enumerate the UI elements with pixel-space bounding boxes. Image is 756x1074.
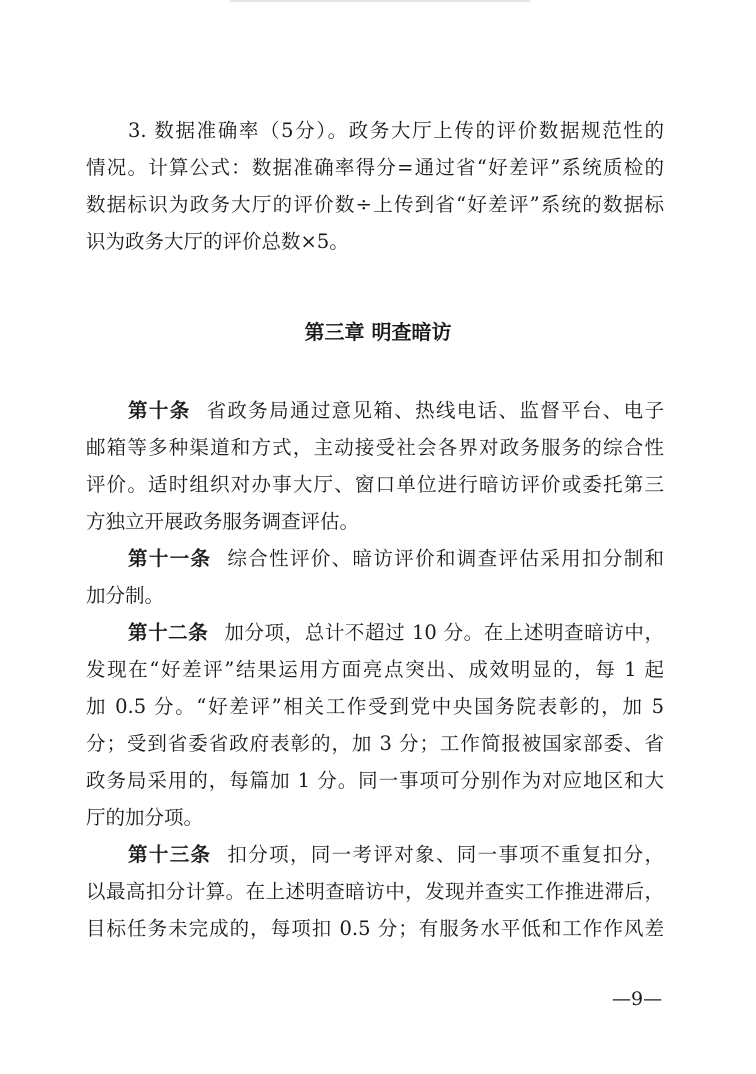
text-line xyxy=(86,873,664,910)
line-text: 加分制。 xyxy=(86,584,165,607)
text-line xyxy=(86,149,664,186)
text-line xyxy=(86,762,664,799)
article-11 xyxy=(86,540,664,614)
text-line xyxy=(86,223,664,260)
text-line xyxy=(86,799,664,836)
text-line xyxy=(86,910,664,947)
text-line xyxy=(86,429,664,466)
text-line xyxy=(86,466,664,503)
line-text: 加 0.5 分。“好差评”相关工作受到党中央国务院表彰的，加 5 xyxy=(86,695,664,718)
article-number: 第十三条 xyxy=(128,843,212,866)
line-text: 分；受到省委省政府表彰的，加 3 分；工作简报被国家部委、省 xyxy=(86,732,664,755)
line-text: 以最高扣分计算。在上述明查暗访中，发现并查实工作推进滞后， xyxy=(86,880,664,903)
line-text: 邮箱等多种渠道和方式，主动接受社会各界对政务服务的综合性 xyxy=(86,436,664,459)
text-line xyxy=(86,614,664,651)
line-text: 政务局采用的，每篇加 1 分。同一事项可分别作为对应地区和大 xyxy=(86,769,664,792)
article-number: 第十一条 xyxy=(128,547,212,570)
line-text: 综合性评价、暗访评价和调查评估采用扣分制和 xyxy=(227,547,664,570)
text-line xyxy=(86,540,664,577)
page-number: —9— xyxy=(612,988,663,1010)
article-number: 第十条 xyxy=(128,399,191,422)
text-line xyxy=(86,725,664,762)
text-line xyxy=(86,651,664,688)
text-line xyxy=(86,577,664,614)
text-line xyxy=(86,186,664,223)
text-line xyxy=(86,112,664,149)
line-text: 目标任务未完成的，每项扣 0.5 分；有服务水平低和工作作风差 xyxy=(86,917,664,940)
line-text: 识为政务大厅的评价总数×5。 xyxy=(86,230,349,253)
chapter-heading: 第三章 明查暗访 xyxy=(304,320,452,344)
article-number: 第十二条 xyxy=(128,621,209,644)
text-line xyxy=(86,503,664,540)
line-text: 数据标识为政务大厅的评价数÷上传到省“好差评”系统的数据标 xyxy=(86,193,664,216)
line-text: 厅的加分项。 xyxy=(86,806,204,829)
article-12 xyxy=(86,614,664,836)
line-text: 情况。计算公式：数据准确率得分=通过省“好差评”系统质检的 xyxy=(86,156,664,179)
text-line xyxy=(86,836,664,873)
line-text: 评价。适时组织对办事大厅、窗口单位进行暗访评价或委托第三 xyxy=(86,473,664,496)
text-line xyxy=(86,688,664,725)
line-text: 加分项，总计不超过 10 分。在上述明查暗访中， xyxy=(224,621,664,644)
line-text: 扣分项，同一考评对象、同一事项不重复扣分， xyxy=(227,843,664,866)
line-text: 发现在“好差评”结果运用方面亮点突出、成效明显的，每 1 起 xyxy=(86,658,664,681)
scan-edge-line xyxy=(230,0,530,2)
line-text: 省政务局通过意见箱、热线电话、监督平台、电子 xyxy=(206,399,664,422)
line-text: 3. 数据准确率（5分）。政务大厅上传的评价数据规范性的 xyxy=(128,119,664,142)
paragraph-data-accuracy xyxy=(86,112,664,260)
text-line xyxy=(86,392,664,429)
article-10 xyxy=(86,392,664,540)
line-text: 方独立开展政务服务调查评估。 xyxy=(86,510,360,533)
article-13 xyxy=(86,836,664,947)
